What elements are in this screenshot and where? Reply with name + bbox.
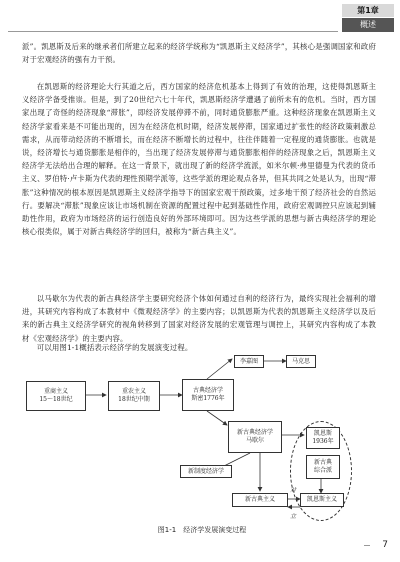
- chapter-number: 第1章: [342, 4, 394, 17]
- new-classicism-box: 新古典主义: [232, 493, 288, 507]
- paragraph-1: 派”。凯恩斯及后来的继承者们所建立起来的经济学统称为“凯恩斯主义经济学”，其核心是强调国家和政府对于宏观经济的强有力干预。: [22, 42, 376, 65]
- marx-box: 马克思: [286, 355, 316, 368]
- header-rule: [8, 31, 338, 32]
- page-number-rule: [364, 545, 370, 546]
- paragraph-2: 在凯恩斯的经济理论大行其道之后，西方国家的经济危机基本上得到了有效的治理，这使得凯恩斯主义经济学备受推崇。但是，到了20世纪六七十年代，凯恩斯经济学遭遇了前所未有的危机。当时，西方国家出现了奇怪的经济现象“滞胀”，即经济发展停滞不前，同时通货膨胀严重。这种经济现象在凯恩斯主义经济学家看来是不可能出现的，因为在经济危机时期，经济发展停滞，国家通过扩张性的经济政策刺激总需求，从而带动经济的不断增长，而在经济不断增长的过程中，往往伴随着一定程度的通货膨胀。也就是说，经济增长与通货膨胀是相伴的，当出现了经济发展停滞与通货膨胀相伴的经济现象之后，凯恩斯主义经济学无法给出合理的解释。在这一背景下，就出现了新的经济学流派，如米尔顿·弗里德曼为代表的货币主义、罗伯特·卢卡斯为代表的理性预期学派等，这些学派的理论观点各异，但其共同之处是认为，出现“滞胀”这种情况的根本原因是凯恩斯主义经济学指导下的国家宏观干预政策，过多地干预了经济社会的自然运行。要解决“滞胀”现象应该让市场机制在资源的配置过程中起到基础性作用，政府宏观调控只应该起到辅助性作用，政府为市场经济的运行创造良好的外部环境即可。因为这些学派的思想与新古典经济学的理论核心很类似，属于对新古典经济学的回归，被称为“新古典主义”。: [22, 82, 376, 237]
- keynesianism-box: 凯恩斯主义: [300, 493, 344, 507]
- paragraph-4: 可以用图1-1概括表示经济学的发展演变过程。: [36, 343, 193, 352]
- chapter-title: 概述: [342, 18, 394, 32]
- opposition-label-bottom: 立: [290, 513, 297, 520]
- neoclassical-synthesis-box: 新古典 综合派: [306, 455, 340, 479]
- figure-caption: 图1-1 经济学发展演变过程: [157, 526, 247, 534]
- paragraph-3: 以马歇尔为代表的新古典经济学主要研究经济个体如何通过自利的经济行为，最终实现社会福利的增进，其研究内容构成了本教材中《微观经济学》的主要内容；以凯恩斯为代表的凯恩斯主义经济学以及后来的新古典主义经济学研究的视角转移到了国家对经济发展的宏观管理与调控上，其研究内容构成了本教材《宏观经济学》的主要内容。: [22, 294, 376, 343]
- page-number: 7: [382, 540, 388, 550]
- mercantilism-box: 重商主义 15～18世纪: [26, 381, 86, 411]
- new-institutional-economics-box: 新制度经济学: [180, 465, 232, 478]
- classical-economics-box: 古典经济学 斯密1776年: [182, 379, 234, 411]
- ricardo-box: 李嘉图: [234, 355, 264, 368]
- opposition-label-top: 对: [290, 487, 297, 494]
- keynes-box: 凯恩斯 1936年: [306, 427, 340, 449]
- evolution-diagram: [22, 355, 382, 523]
- physiocracy-box: 重农主义 18世纪中期: [108, 381, 160, 411]
- chapter-header: [342, 4, 394, 32]
- neoclassical-box: 新古典经济学 马歇尔: [228, 421, 282, 453]
